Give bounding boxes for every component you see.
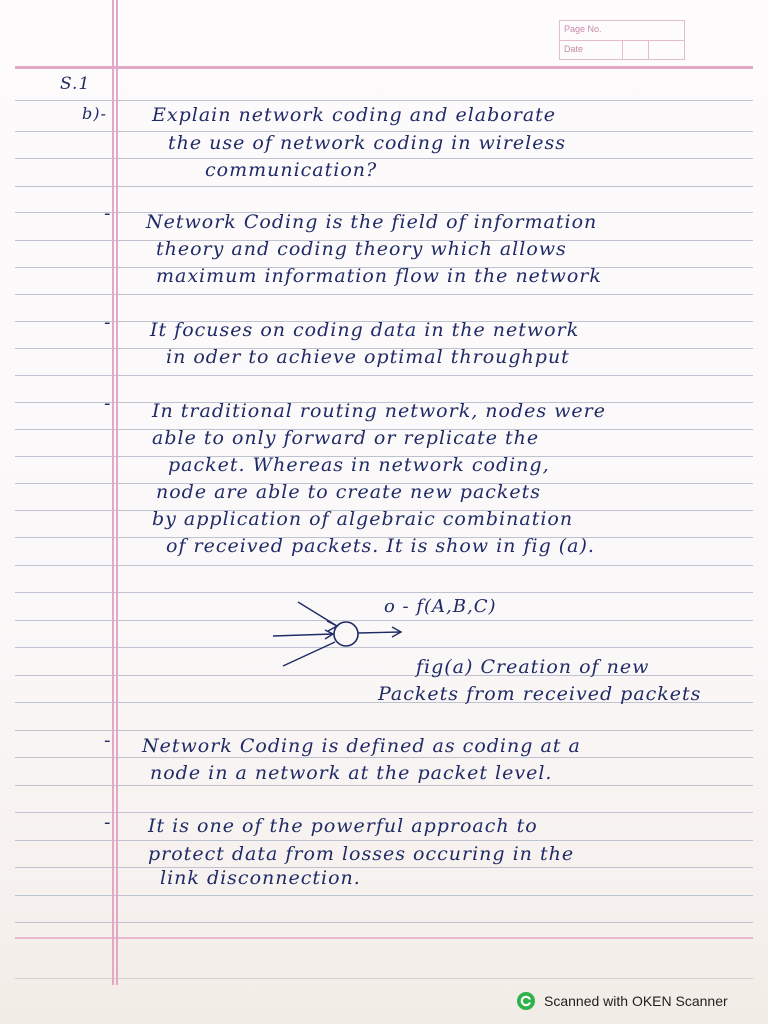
ruled-line xyxy=(15,978,753,979)
page-no-label: Page No. xyxy=(564,24,602,34)
ruled-line xyxy=(15,592,753,593)
answer-line: of received packets. It is show in fig (a). xyxy=(166,535,595,557)
footer-rule xyxy=(15,937,753,939)
answer-line: It focuses on coding data in the network xyxy=(150,319,580,341)
ruled-line xyxy=(15,785,753,786)
answer-line: maximum information flow in the network xyxy=(156,265,602,287)
outgoing-edge xyxy=(358,632,401,633)
figure-caption-line: fig(a) Creation of new xyxy=(416,656,650,678)
date-label: Date xyxy=(564,44,584,54)
answer-line: theory and coding theory which allows xyxy=(156,238,567,260)
answer-line: by application of algebraic combination xyxy=(152,508,574,530)
ruled-line xyxy=(15,730,753,731)
scanner-watermark xyxy=(516,990,728,1012)
ruled-line xyxy=(15,294,753,295)
figure-equation: o - f(A,B,C) xyxy=(384,596,497,617)
bullet-marker: - xyxy=(104,393,111,414)
answer-line: in oder to achieve optimal throughput xyxy=(166,346,570,368)
ruled-line xyxy=(15,922,753,923)
bullet-marker: - xyxy=(104,730,111,751)
question-line: Explain network coding and elaborate xyxy=(152,104,557,126)
answer-line: In traditional routing network, nodes were xyxy=(152,400,607,422)
scanner-text: Scanned with OKEN Scanner xyxy=(544,993,728,1009)
ruled-line xyxy=(15,757,753,758)
incoming-edge-b xyxy=(273,634,333,636)
question-line: communication? xyxy=(205,159,378,181)
ruled-line xyxy=(15,867,753,868)
answer-line: node are able to create new packets xyxy=(156,481,542,503)
margin-line xyxy=(116,0,118,985)
question-line: the use of network coding in wireless xyxy=(168,132,566,154)
coding-node xyxy=(334,622,358,646)
answer-line: link disconnection. xyxy=(160,867,361,889)
ruled-line xyxy=(15,186,753,187)
answer-line: Network Coding is defined as coding at a xyxy=(142,735,581,757)
scanner-logo-icon xyxy=(516,991,536,1011)
answer-line: Network Coding is the field of information xyxy=(146,211,598,233)
incoming-edge-c xyxy=(283,642,335,666)
margin-line xyxy=(112,0,114,985)
ruled-line xyxy=(15,895,753,896)
answer-line: protect data from losses occuring in the xyxy=(148,843,575,865)
answer-line: able to only forward or replicate the xyxy=(152,427,540,449)
header-rule xyxy=(15,66,753,69)
ruled-line xyxy=(15,565,753,566)
page-date-box xyxy=(559,20,685,60)
figure-caption-line: Packets from received packets xyxy=(378,683,702,705)
question-number: S.1 xyxy=(60,74,91,94)
bullet-marker: - xyxy=(104,312,111,333)
bullet-marker: - xyxy=(104,812,111,833)
answer-line: packet. Whereas in network coding, xyxy=(168,454,550,476)
bullet-marker: - xyxy=(104,203,111,224)
ruled-line xyxy=(15,158,753,159)
answer-line: It is one of the powerful approach to xyxy=(148,815,538,837)
ruled-line xyxy=(15,375,753,376)
question-part: b)- xyxy=(82,104,107,123)
answer-line: node in a network at the packet level. xyxy=(150,762,553,784)
ruled-line xyxy=(15,812,753,813)
ruled-line xyxy=(15,100,753,101)
ruled-line xyxy=(15,840,753,841)
